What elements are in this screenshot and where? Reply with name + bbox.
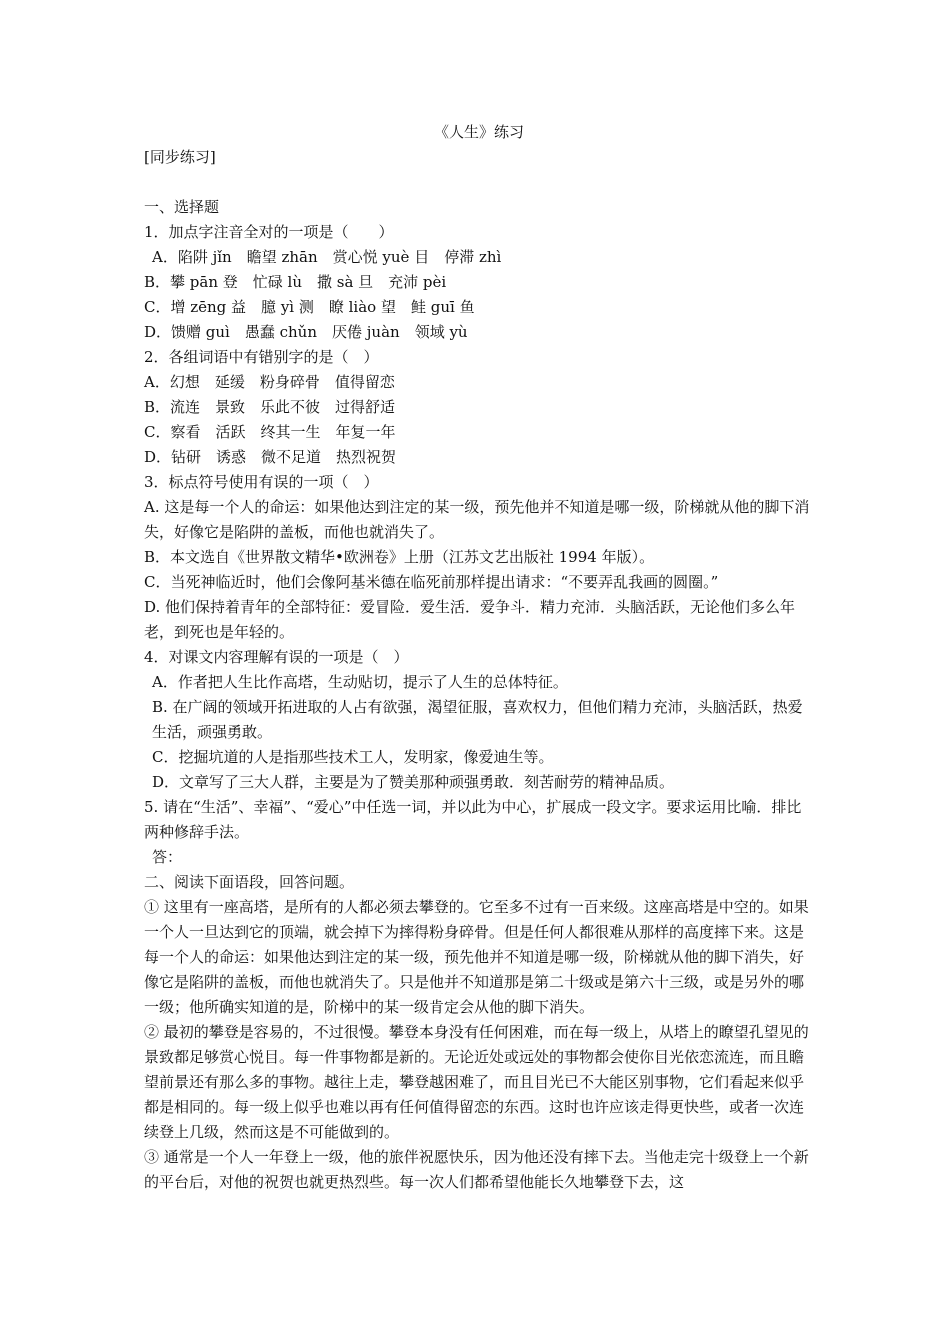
q2-option-d: D．钻研 诱惑 微不足道 热烈祝贺 [144, 448, 397, 466]
q5-stem: 5. 请在“生活”、幸福”、“爱心”中任选一词，并以此为中心，扩展成一段文字。要求运用比喻．排比两种修辞手法。 [144, 798, 802, 841]
q3-option-b: B．本文选自《世界散文精华•欧洲卷》上册（江苏文艺出版社 1994 年版）。 [144, 548, 655, 566]
q2-stem: 2．各组词语中有错别字的是（ ） [144, 348, 379, 366]
q4-option-b: B. 在广阔的领域开拓进取的人占有欲强，渴望征服，喜欢权力，但他们精力充沛，头脑活跃，热爱生活，顽强勇敢。 [152, 698, 803, 741]
reading-paragraph-2: ② 最初的攀登是容易的，不过很慢。攀登本身没有任何困难，而在每一级上，从塔上的瞭望孔望见的景致都足够赏心悦目。每一件事物都是新的。无论近处或远处的事物都会使你目光依恋流连，而且瞻望前景还有那么多的事物。越往上走，攀登越困难了，而且目光已不大能区别事物，它们看起来似乎都是相同的。每一级上似乎也难以再有任何值得留恋的东西。这时也许应该走得更快些，或者一次连续登上几级，然而这是不可能做到的。 [144, 1023, 809, 1141]
q3-option-a: A. 这是每一个人的命运：如果他达到注定的某一级，预先他并不知道是哪一级，阶梯就从他的脚下消失，好像它是陷阱的盖板，而他也就消失了。 [144, 498, 810, 541]
q3-option-c: C．当死神临近时，他们会像阿基米德在临死前那样提出请求：“不要弄乱我画的圆圈。” [144, 573, 719, 591]
page-title: 《人生》练习 [433, 123, 524, 141]
q1-option-b: B．攀 pān 登 忙碌 lù 撒 sà 旦 充沛 pèi [144, 273, 447, 291]
q1-option-d: D．馈赠 guì 愚蠢 chǔn 厌倦 juàn 领域 yù [144, 323, 468, 341]
q4-option-c: C．挖掘坑道的人是指那些技术工人，发明家，像爱迪生等。 [152, 748, 554, 766]
q4-stem: 4．对课文内容理解有误的一项是（ ） [144, 648, 409, 666]
q3-option-d: D. 他们保持着青年的全部特征：爱冒险．爱生活．爱争斗．精力充沛．头脑活跃，无论他们多么年老，到死也是年轻的。 [144, 598, 796, 641]
q4-option-a: A．作者把人生比作高塔，生动贴切，提示了人生的总体特征。 [152, 673, 568, 691]
document-page [144, 120, 814, 1195]
reading-paragraph-3: ③ 通常是一个人一年登上一级，他的旅伴祝愿快乐，因为他还没有摔下去。当他走完十级登上一个新的平台后，对他的祝贺也就更热烈些。每一次人们都希望他能长久地攀登下去，这 [144, 1148, 809, 1191]
q1-option-a: A．陷阱 jǐn 瞻望 zhān 赏心悦 yuè 目 停滞 zhì [152, 248, 502, 266]
q2-option-b: B．流连 景致 乐此不彼 过得舒适 [144, 398, 396, 416]
q1-stem: 1．加点字注音全对的一项是（ ） [144, 223, 394, 241]
part2-heading: 二、阅读下面语段，回答问题。 [144, 873, 355, 891]
q5-answer-label: 答： [152, 848, 183, 866]
q2-option-a: A．幻想 延缓 粉身碎骨 值得留恋 [144, 373, 395, 391]
q2-option-c: C．察看 活跃 终其一生 年复一年 [144, 423, 396, 441]
blank-line [144, 170, 814, 195]
q4-option-d: D．文章写了三大人群，主要是为了赞美那种顽强勇敢．刻苦耐劳的精神品质。 [152, 773, 675, 791]
reading-paragraph-1: ① 这里有一座高塔，是所有的人都必须去攀登的。它至多不过有一百来级。这座高塔是中空的。如果一个人一旦达到它的顶端，就会掉下为摔得粉身碎骨。但是任何人都很难从那样的高度摔下来。这是每一个人的命运：如果他达到注定的某一级，预先他并不知道是哪一级，阶梯就从他的脚下消失，好像它是陷阱的盖板，而他也就消失了。只是他并不知道那是第二十级或是第六十三级，或是另外的哪一级；他所确实知道的是，阶梯中的某一级肯定会从他的脚下消失。 [144, 898, 809, 1016]
q1-option-c: C．增 zēng 益 臆 yì 测 瞭 liào 望 鲑 guī 鱼 [144, 298, 475, 316]
section-sync-heading: [同步练习] [144, 148, 216, 166]
q3-stem: 3．标点符号使用有误的一项（ ） [144, 473, 379, 491]
part1-heading: 一、选择题 [144, 198, 220, 216]
